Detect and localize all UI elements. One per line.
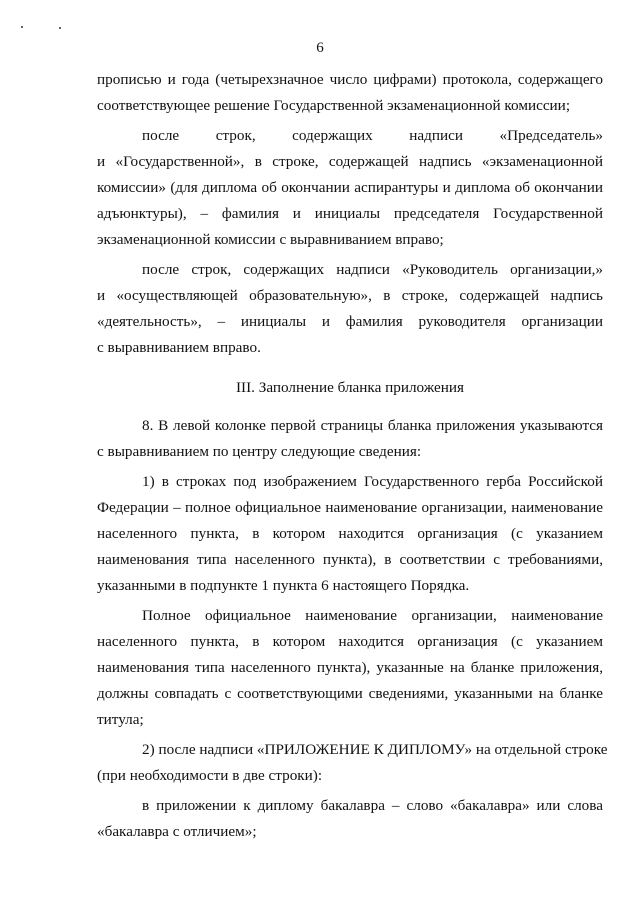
text-line: должны совпадать с соответствующими сведениями, указанными на бланке	[97, 685, 603, 702]
paragraph	[97, 603, 603, 733]
text-line: указанными в подпункте 1 пункта 6 настоящего Порядка.	[97, 577, 470, 594]
text-line: прописью и года (четырехзначное число цифрами) протокола, содержащего	[97, 71, 603, 88]
text-line: «деятельность», – инициалы и фамилия руководителя организации	[97, 313, 603, 330]
text-line: 2) после надписи «ПРИЛОЖЕНИЕ К ДИПЛОМУ» на отдельной строке	[142, 741, 608, 758]
text-line: титула;	[97, 711, 144, 728]
text-line: населенного пункта, в котором находится организация (с указанием	[97, 525, 603, 542]
text-line: (при необходимости в две строки):	[97, 767, 323, 784]
text-line: после строк, содержащих надписи «Председатель»	[142, 127, 603, 144]
text-line: адъюнктуры), – фамилия и инициалы председателя Государственной	[97, 205, 603, 222]
text-line: 8. В левой колонке первой страницы бланка приложения указываются	[142, 417, 603, 434]
text-line: Федерации – полное официальное наименование организации, наименование	[97, 499, 603, 516]
paragraph	[97, 793, 603, 845]
section-heading: III. Заполнение бланка приложения	[235, 379, 465, 396]
document-body	[97, 67, 608, 845]
text-line: с выравниванием по центру следующие сведения:	[97, 443, 422, 460]
text-line: после строк, содержащих надписи «Руководитель организации,»	[142, 261, 603, 278]
text-line: экзаменационной комиссии с выравниванием вправо;	[97, 231, 444, 248]
text-line: населенного пункта, в котором находится организация (с указанием	[97, 633, 603, 650]
text-line: наименования типа населенного пункта), указанные на бланке приложения,	[97, 659, 603, 676]
paragraph	[97, 123, 603, 253]
paragraph	[97, 67, 603, 119]
text-line: в приложении к диплому бакалавра – слово «бакалавра» или слова	[142, 797, 603, 814]
text-line: «бакалавра с отличием»;	[97, 823, 257, 840]
text-line: и «Государственной», в строке, содержащей надпись «экзаменационной	[97, 153, 603, 170]
paragraph	[97, 257, 603, 361]
text-line: комиссии» (для диплома об окончании аспирантуры и диплома об окончании	[97, 179, 603, 196]
paragraph	[97, 737, 608, 789]
page-number: 6	[316, 40, 324, 56]
text-line: соответствующее решение Государственной экзаменационной комиссии;	[97, 97, 571, 114]
scan-speck	[21, 26, 23, 28]
text-line: Полное официальное наименование организации, наименование	[142, 607, 603, 624]
text-line: с выравниванием вправо.	[97, 339, 261, 356]
text-line: 1) в строках под изображением Государственного герба Российской	[142, 473, 603, 490]
scan-speck	[59, 27, 61, 29]
paragraph	[97, 413, 603, 465]
text-line: и «осуществляющей образовательную», в строке, содержащей надпись	[97, 287, 603, 304]
paragraph	[97, 469, 603, 599]
text-line: наименования типа населенного пункта), в соответствии с требованиями,	[97, 551, 603, 568]
